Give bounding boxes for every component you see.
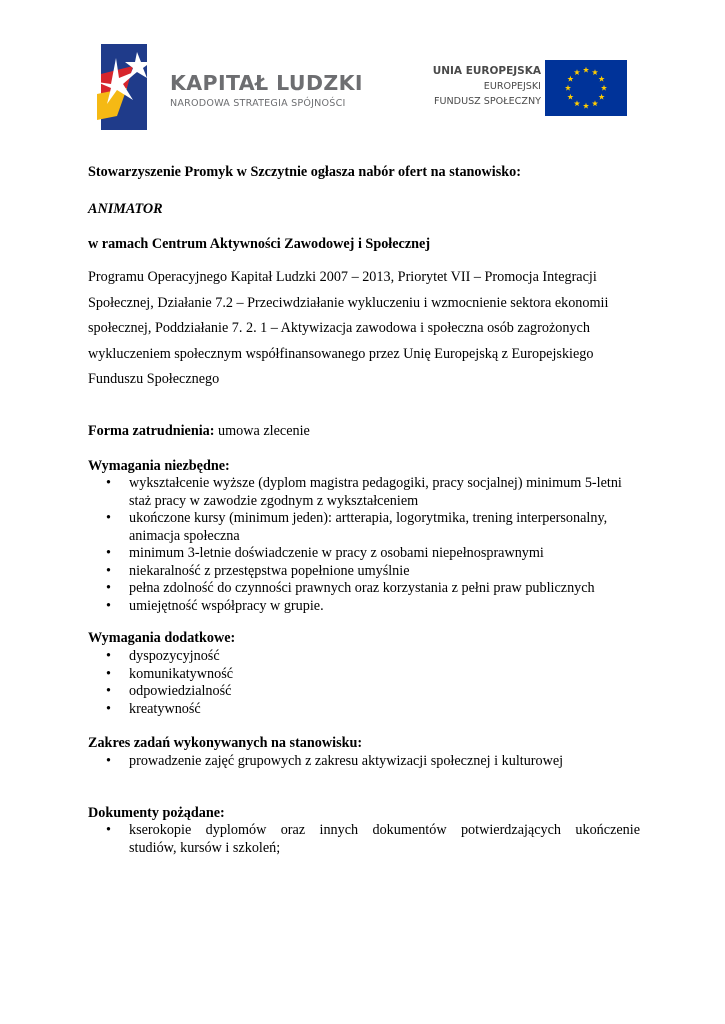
bullet-icon: • — [106, 822, 111, 838]
bullet-icon: • — [106, 580, 111, 596]
kapital-ludzki-emblem-icon — [97, 44, 167, 132]
list-item — [106, 683, 640, 701]
list-item — [106, 580, 640, 598]
centre-context: w ramach Centrum Aktywności Zawodowej i Społecznej — [88, 236, 431, 252]
eu-logo-text — [420, 64, 541, 109]
eu-logo-line3: FUNDUSZ SPOŁECZNY — [433, 96, 541, 107]
documents-list — [106, 822, 640, 857]
bullet-icon: • — [106, 648, 111, 664]
additional-heading: Wymagania dodatkowe: — [88, 630, 236, 646]
list-item — [106, 822, 640, 857]
eu-star-icon — [583, 103, 589, 109]
bullet-icon: • — [106, 753, 111, 769]
item-line: umiejętność współpracy w grupie. — [129, 597, 324, 614]
required-heading: Wymagania niezbędne: — [88, 458, 230, 474]
position-title: ANIMATOR — [88, 201, 163, 217]
program-line: Funduszu Społecznego — [88, 371, 220, 387]
item-line: kserokopie dyplomów oraz innych dokumentów potwierdzających ukończenie — [129, 822, 640, 838]
eu-star-icon — [567, 94, 573, 100]
required-list — [106, 475, 640, 615]
eu-star-icon — [599, 94, 605, 100]
announcement: Stowarzyszenie Promyk w Szczytnie ogłasza nabór ofert na stanowisko: — [88, 164, 521, 180]
eu-star-icon — [592, 69, 598, 75]
kapital-ludzki-logo — [97, 44, 372, 132]
item-line: kreatywność — [129, 700, 201, 717]
eu-star-icon — [599, 76, 605, 82]
item-line: dyspozycyjność — [129, 648, 220, 664]
eu-star-icon — [574, 69, 580, 75]
list-item — [106, 475, 640, 510]
item-line: komunikatywność — [129, 665, 234, 682]
bullet-icon: • — [106, 700, 111, 717]
eu-star-icon — [567, 76, 573, 82]
additional-list — [106, 648, 640, 718]
tasks-list — [106, 753, 640, 771]
list-item — [106, 510, 640, 545]
employment-value: umowa zlecenie — [218, 423, 310, 439]
bullet-icon: • — [106, 597, 111, 614]
logo-title: KAPITAŁ LUDZKI — [170, 71, 363, 95]
item-line: animacja społeczna — [129, 527, 240, 544]
item-line: wykształcenie wyższe (dyplom magistra pedagogiki, pracy socjalnej) minimum 5-letni — [129, 475, 622, 491]
employment-label: Forma zatrudnienia: — [88, 423, 215, 439]
eu-logo — [420, 60, 628, 118]
bullet-icon: • — [106, 562, 111, 579]
eu-star-icon — [592, 100, 598, 106]
tasks-heading: Zakres zadań wykonywanych na stanowisku: — [88, 735, 363, 751]
item-line: niekaralność z przestępstwa popełnione umyślnie — [129, 562, 410, 579]
program-line: Programu Operacyjnego Kapitał Ludzki 2007 – 2013, Priorytet VII – Promocja Integracji — [88, 269, 597, 285]
eu-stars-icon — [545, 60, 627, 116]
bullet-icon: • — [106, 683, 111, 699]
item-line: staż pracy w zawodzie zgodnym z wykształceniem — [129, 492, 419, 509]
eu-logo-line2: EUROPEJSKI — [483, 81, 541, 92]
eu-star-icon — [574, 100, 580, 106]
item-line: studiów, kursów i szkoleń; — [129, 839, 281, 856]
item-line: prowadzenie zajęć grupowych z zakresu aktywizacji społecznej i kulturowej — [129, 753, 564, 769]
documents-heading: Dokumenty pożądane: — [88, 805, 225, 821]
program-description — [88, 265, 640, 393]
employment-form — [88, 423, 310, 440]
list-item — [106, 666, 640, 684]
eu-star-icon — [583, 67, 589, 73]
logo-subtitle: NARODOWA STRATEGIA SPÓJNOŚCI — [170, 98, 346, 109]
bullet-icon: • — [106, 475, 111, 491]
program-line: Społecznej, Działanie 7.2 – Przeciwdziałanie wykluczeniu i wzmocnienie sektora ekonomii — [88, 294, 609, 311]
list-item — [106, 648, 640, 666]
eu-flag — [545, 60, 627, 116]
bullet-icon: • — [106, 665, 111, 682]
eu-star-icon — [565, 85, 571, 91]
list-item — [106, 598, 640, 616]
program-line: wykluczeniem społecznym współfinansowanego przez Unię Europejską z Europejskiego — [88, 345, 594, 362]
eu-star-icon — [601, 85, 607, 91]
item-line: ukończone kursy (minimum jeden): artterapia, logorytmika, trening interpersonalny, — [129, 510, 608, 526]
list-item — [106, 545, 640, 563]
eu-logo-line1: UNIA EUROPEJSKA — [432, 65, 541, 77]
item-line: minimum 3-letnie doświadczenie w pracy z osobami niepełnosprawnymi — [129, 545, 544, 561]
list-item — [106, 701, 640, 719]
bullet-icon: • — [106, 510, 111, 526]
bullet-icon: • — [106, 545, 111, 561]
item-line: pełna zdolność do czynności prawnych oraz korzystania z pełni praw publicznych — [129, 580, 595, 596]
item-line: odpowiedzialność — [129, 683, 232, 699]
list-item — [106, 753, 640, 771]
list-item — [106, 563, 640, 581]
program-line: społecznej, Poddziałanie 7. 2. 1 – Aktywizacja zawodowa i społeczna osób zagrożonych — [88, 320, 590, 336]
